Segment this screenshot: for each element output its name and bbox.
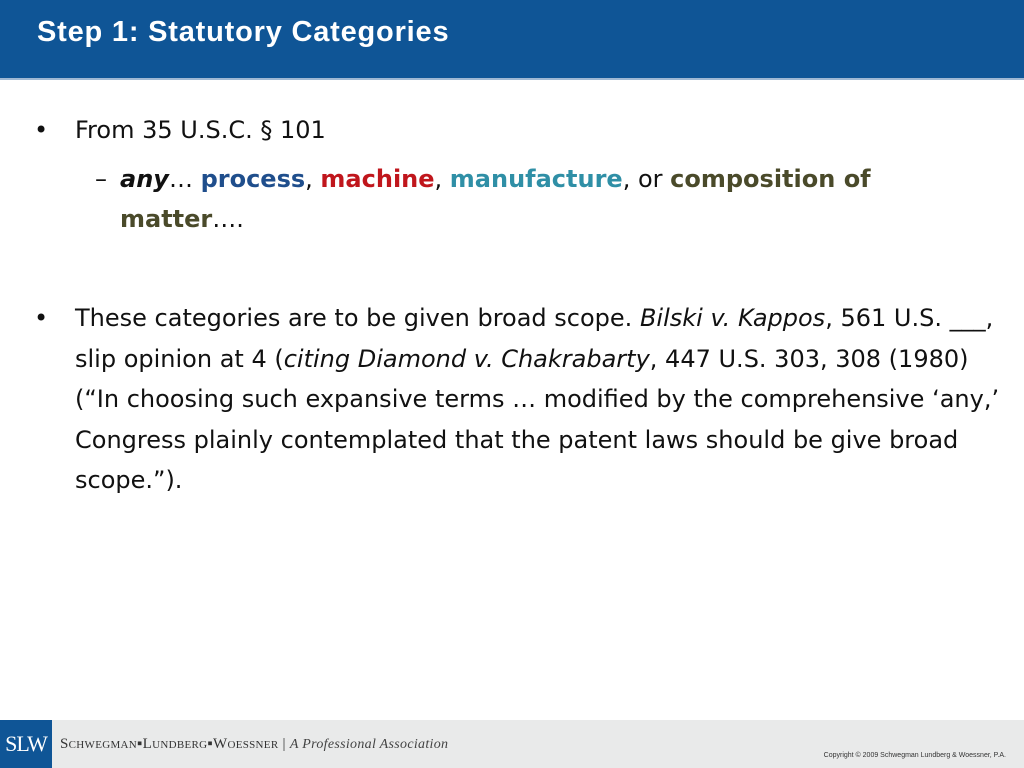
footer-separator: | [278, 736, 290, 752]
bullet-marker: • [34, 116, 49, 144]
quote-text: , 447 U.S. 303, 308 (1980) (“In choosing such expansive terms … modified by the comprehensive ‘any,’ Congress plainly contemplated that the patent laws should be give broad scope.”). [75, 344, 1000, 494]
sub-bullet-categories [120, 159, 1000, 239]
footer-bar [0, 720, 1024, 768]
ending-text: …. [212, 205, 244, 233]
term-manufacture: manufacture [449, 165, 623, 193]
sub-bullet-marker: – [95, 165, 107, 193]
case-bilski: Bilski v. Kappos [639, 304, 826, 332]
case-chakrabarty: citing Diamond v. Chakrabarty [283, 344, 650, 373]
or-text: , or [622, 165, 671, 193]
slide-title: Step 1: Statutory Categories [37, 16, 450, 48]
scope-text: These categories are to be given broad scope. [75, 304, 640, 332]
firm-logo: SLW [0, 720, 52, 768]
bullet-broad-scope [75, 298, 1005, 501]
bullet-source: From 35 U.S.C. § 101 [75, 116, 326, 144]
comma-text: , [305, 165, 321, 193]
firm-tagline: A Professional Association [289, 737, 449, 752]
ellipsis-text: … [168, 165, 201, 193]
term-composition-of-matter: composition of matter [120, 165, 871, 233]
citation-text: , 561 U.S. ___, slip opinion at 4 ( [75, 304, 994, 373]
term-process: process [200, 165, 306, 193]
bullet-marker: • [34, 304, 49, 332]
term-any: any [120, 165, 169, 193]
copyright-notice: Copyright © 2009 Schwegman Lundberg & Woessner, P.A. [823, 752, 1006, 759]
term-machine: machine [320, 165, 435, 193]
firm-name [60, 736, 448, 753]
firm-name-text: Schwegman▪Lundberg▪Woessner [60, 736, 279, 752]
comma-text: , [434, 165, 450, 193]
